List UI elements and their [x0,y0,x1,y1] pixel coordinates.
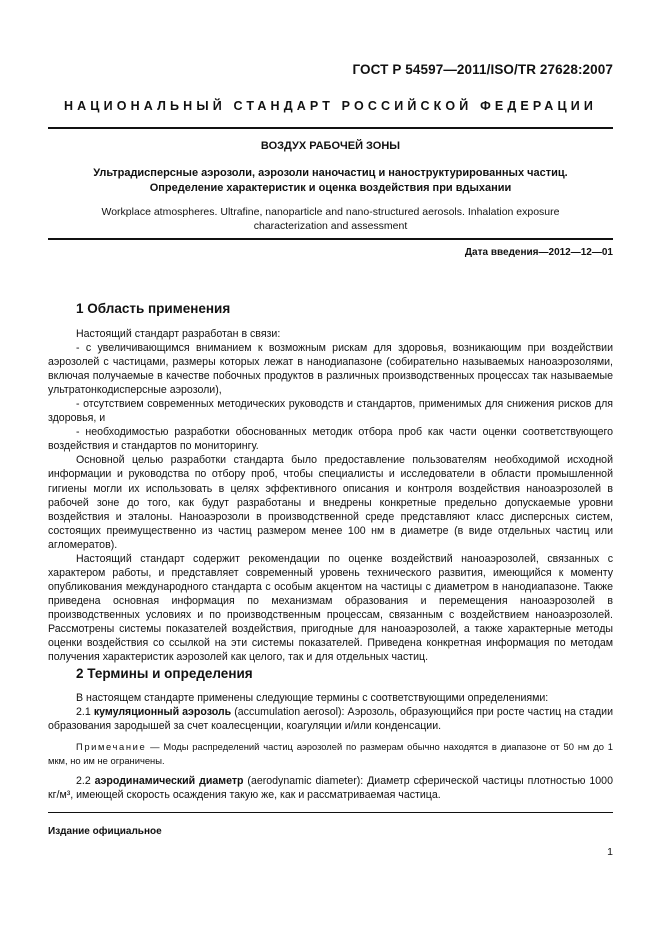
subtitle-line-2: Определение характеристик и оценка воздействия при вдыхании [149,181,512,194]
section-1-paragraph: Настоящий стандарт содержит рекомендации по оценке воздействий наноаэрозолей, связанных с характером работы, и представляет современный уровень технического развития, имеющийся к моменту опубликования международного стандарта с особым акцентом на частицы с диаметром в нанодиапазоне. Также приведена основная информация по механизмам образования и перемещения наноаэрозолей в производственных условиях и по производственным процессам, связанным с воздействием наноаэрозолей. Рассмотрены системы показателей воздействия, пригодные для наноаэрозолей, а также характерные методы оценки воздействия со ссылкой на эти системы показателей. Приведена конкретная информация по методам получения характеристик аэрозолей как целого, так и для отдельных частиц. [48,552,613,664]
footer-rule [48,812,613,813]
national-standard-banner: НАЦИОНАЛЬНЫЙ СТАНДАРТ РОССИЙСКОЙ ФЕДЕРАЦИИ [63,99,598,113]
section-1-paragraph: Основной целью разработки стандарта было предоставление пользователям необходимой исходной информации и руководства по отбору проб, чтобы специалисты и исследователи в области промышленной гигиены могли их использовать в целях эффективного описания и контроля воздействия наноаэрозолей в рабочей зоне до того, как будут разработаны и внедрены конкретные предельно допускаемые уровни воздействия и эталоны. Наноаэрозоли в производственной среде представляют класс дисперсных систем, состоящих преимущественно из частиц размером менее 100 нм в диаметре (в виде отдельных частиц или агломератов). [48,454,613,551]
standard-title: ВОЗДУХ РАБОЧЕЙ ЗОНЫ [260,140,401,152]
section-2-body [48,691,613,802]
section-1-body [48,327,613,664]
standard-subtitle [60,166,601,195]
section-1-paragraph: - необходимостью разработки обоснованных методик отбора проб как части оценки соответствующего воздействия и стандартов по мониторингу. [48,426,613,453]
section-2-paragraph: В настоящем стандарте применены следующие термины с соответствующими определениями: [76,692,549,704]
term-number: 2.1 [76,706,91,719]
section-2-heading: 2 Термины и определения [76,666,253,681]
term-definition: (aerodynamic diameter): Диаметр сферической частицы плотностью 1000 кг/м³, имеющей скорость осаждения такую же, как и рассматриваемая частица. [48,775,613,802]
header-rule-top [48,127,613,129]
document-code: ГОСТ Р 54597—2011/ISO/TR 27628:2007 [352,62,613,77]
note [48,740,613,767]
term-name: аэродинамический диаметр [94,775,244,788]
term-number: 2.2 [76,775,91,788]
term-name: кумуляционный аэрозоль [93,706,232,719]
header-rule-bottom [48,238,613,240]
note-text: — Моды распределений частиц аэрозолей по размерам обычно находятся в диапазоне от 50 нм до 1 мкм, но им не ограничены. [48,741,614,766]
section-1-paragraph: Настоящий стандарт разработан в связи: [76,328,281,340]
term-2-1 [48,705,613,733]
introduction-date: Дата введения—2012—12—01 [464,247,613,258]
page-number: 1 [607,846,613,858]
english-title-line-2: characterization and assessment [253,220,408,232]
english-title [70,205,591,233]
term-definition: (accumulation aerosol): Аэрозоль, образующийся при росте частиц на стадии образования зародышей за счет коалесценции, коагуляции и/или конденсации. [48,706,613,733]
section-1-paragraph: - с увеличивающимся вниманием к возможным рискам для здоровья, возникающим при воздействии аэрозолей с частицами, размеры которых лежат в нанодиапазоне (собирательно называемых наноаэрозолями, включая получаемые в качестве побочных продуктов в различных производственных процессах так называемые ультратонкодисперсные аэрозоли), [48,342,613,397]
english-title-line-1: Workplace atmospheres. Ultrafine, nanoparticle and nano-structured aerosols. Inhalation exposure [101,206,560,218]
note-label: Примечание [76,741,147,753]
section-1-paragraph: - отсутствием современных методических руководств и стандартов, применимых для снижения рисков для здоровья, и [48,398,613,425]
official-edition-label: Издание официальное [48,826,162,837]
section-1-heading: 1 Область применения [76,301,231,316]
subtitle-line-1: Ультрадисперсные аэрозоли, аэрозоли наночастиц и наноструктурированных частиц. [93,167,568,179]
term-2-2 [48,774,613,802]
